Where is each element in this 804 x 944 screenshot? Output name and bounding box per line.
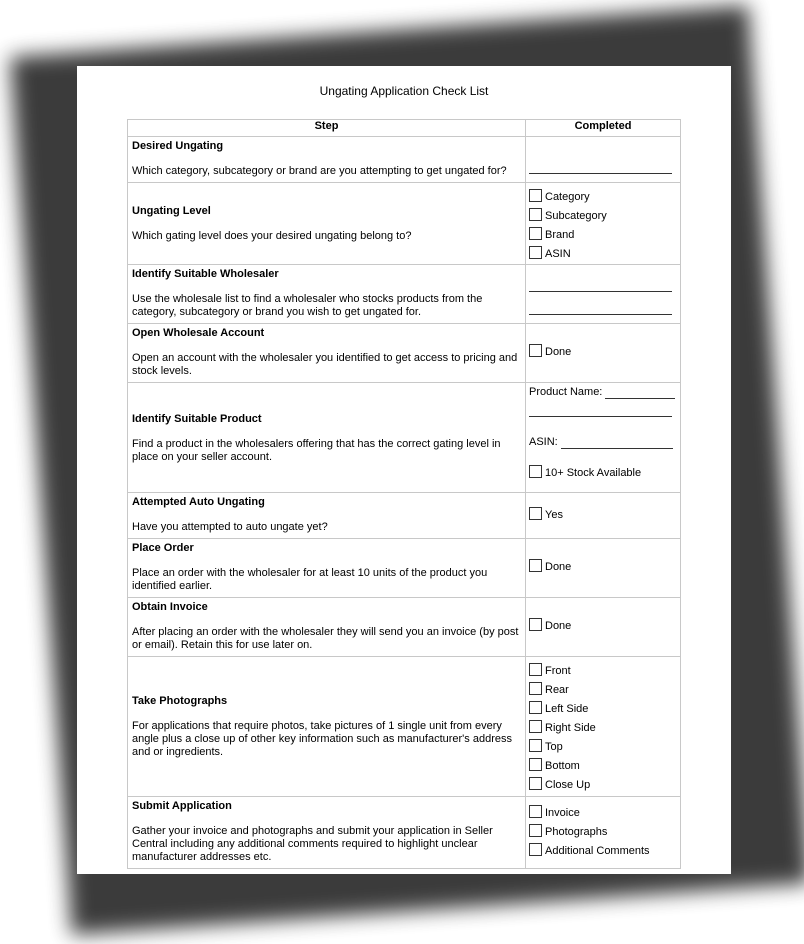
step-description: For applications that require photos, take pictures of 1 single unit from every angle plus a close up of other key information such as manufacturer's address and or ingredients. xyxy=(132,720,512,758)
checkbox[interactable] xyxy=(529,758,542,771)
step-cell xyxy=(128,183,526,265)
checkbox-option[interactable] xyxy=(529,659,678,678)
checkbox-option[interactable] xyxy=(529,555,678,574)
checkbox-option[interactable] xyxy=(529,614,678,633)
checkbox[interactable] xyxy=(529,465,542,478)
checkbox[interactable] xyxy=(529,805,542,818)
answer-line[interactable] xyxy=(529,172,672,174)
completed-cell xyxy=(526,383,681,493)
checkbox[interactable] xyxy=(529,843,542,856)
completed-cell xyxy=(526,598,681,657)
option-label: Done xyxy=(545,346,572,358)
checkbox-option[interactable] xyxy=(529,820,678,839)
document-page xyxy=(77,66,731,874)
table-row xyxy=(128,539,681,598)
step-title: Identify Suitable Wholesaler xyxy=(132,268,279,280)
checkbox-option[interactable] xyxy=(529,801,678,820)
header-row xyxy=(128,120,681,137)
checkbox-option[interactable] xyxy=(529,754,678,773)
step-title: Ungating Level xyxy=(132,205,211,217)
step-description: Gather your invoice and photographs and submit your application in Seller Central including any additional comments required to highlight unclear manufacturer addresses etc. xyxy=(132,825,493,863)
checkbox-option[interactable] xyxy=(529,735,678,754)
option-label: Done xyxy=(545,620,572,632)
asin-field[interactable] xyxy=(529,436,678,449)
option-label: Left Side xyxy=(545,703,589,715)
checkbox-option[interactable] xyxy=(529,204,678,223)
option-label: 10+ Stock Available xyxy=(545,467,642,479)
step-description: Have you attempted to auto ungate yet? xyxy=(132,521,328,533)
table-row xyxy=(128,383,681,493)
step-cell xyxy=(128,137,526,183)
checkbox-option[interactable] xyxy=(529,503,678,522)
step-title: Place Order xyxy=(132,542,194,554)
table-row xyxy=(128,183,681,265)
checkbox[interactable] xyxy=(529,739,542,752)
step-cell xyxy=(128,383,526,493)
table-row xyxy=(128,493,681,539)
table-row xyxy=(128,137,681,183)
checkbox[interactable] xyxy=(529,227,542,240)
product-name-field[interactable] xyxy=(529,386,678,399)
product-name-label: Product Name: xyxy=(529,386,603,398)
completed-cell xyxy=(526,183,681,265)
step-title: Obtain Invoice xyxy=(132,601,208,613)
checkbox-option[interactable] xyxy=(529,223,678,242)
checkbox[interactable] xyxy=(529,344,542,357)
answer-line[interactable] xyxy=(529,415,672,417)
checkbox[interactable] xyxy=(529,189,542,202)
step-title: Attempted Auto Ungating xyxy=(132,496,265,508)
completed-cell xyxy=(526,797,681,869)
checkbox[interactable] xyxy=(529,507,542,520)
option-label: Brand xyxy=(545,229,575,241)
checkbox[interactable] xyxy=(529,824,542,837)
option-label: Front xyxy=(545,665,571,677)
option-label: Rear xyxy=(545,684,569,696)
option-label: Done xyxy=(545,561,572,573)
checklist-table xyxy=(127,119,681,869)
completed-cell xyxy=(526,324,681,383)
step-cell xyxy=(128,657,526,797)
completed-cell xyxy=(526,137,681,183)
asin-label: ASIN: xyxy=(529,436,558,448)
asin-line[interactable] xyxy=(561,438,673,449)
table-row xyxy=(128,324,681,383)
table-row xyxy=(128,657,681,797)
completed-cell xyxy=(526,539,681,598)
checkbox[interactable] xyxy=(529,701,542,714)
checkbox-option[interactable] xyxy=(529,242,678,261)
option-label: Category xyxy=(545,191,590,203)
checkbox[interactable] xyxy=(529,663,542,676)
step-description: Which gating level does your desired ungating belong to? xyxy=(132,230,412,242)
option-label: Photographs xyxy=(545,826,608,838)
step-description: Use the wholesale list to find a wholesaler who stocks products from the category, subcategory or brand you wish to get ungated for. xyxy=(132,293,483,318)
step-description: After placing an order with the wholesaler they will send you an invoice (by post or email). Retain this for use later on. xyxy=(132,626,519,651)
option-label: Subcategory xyxy=(545,210,607,222)
completed-cell xyxy=(526,657,681,797)
answer-line[interactable] xyxy=(529,313,672,315)
step-cell xyxy=(128,598,526,657)
step-title: Take Photographs xyxy=(132,695,228,707)
step-description: Open an account with the wholesaler you identified to get access to pricing and stock levels. xyxy=(132,352,518,377)
checkbox-option[interactable] xyxy=(529,678,678,697)
table-row xyxy=(128,598,681,657)
answer-line[interactable] xyxy=(529,290,672,292)
completed-header: Completed xyxy=(526,120,681,137)
step-cell xyxy=(128,324,526,383)
step-description: Which category, subcategory or brand are you attempting to get ungated for? xyxy=(132,165,507,177)
checkbox-option[interactable] xyxy=(529,773,678,792)
step-title: Open Wholesale Account xyxy=(132,327,265,339)
document-title: Ungating Application Check List xyxy=(319,84,489,98)
checkbox[interactable] xyxy=(529,720,542,733)
option-label: Invoice xyxy=(545,807,580,819)
option-label: ASIN xyxy=(545,248,571,260)
table-row xyxy=(128,265,681,324)
checkbox-option[interactable] xyxy=(529,340,678,359)
option-label: Right Side xyxy=(545,722,596,734)
step-title: Submit Application xyxy=(132,800,232,812)
checkbox-option[interactable] xyxy=(529,697,678,716)
step-cell xyxy=(128,265,526,324)
option-label: Close Up xyxy=(545,779,591,791)
step-cell xyxy=(128,493,526,539)
checkbox[interactable] xyxy=(529,559,542,572)
checkbox[interactable] xyxy=(529,618,542,631)
checkbox-option[interactable] xyxy=(529,185,678,204)
checkbox[interactable] xyxy=(529,246,542,259)
checkbox-option[interactable] xyxy=(529,839,678,858)
product-name-line[interactable] xyxy=(605,388,675,399)
checkbox[interactable] xyxy=(529,682,542,695)
option-label: Top xyxy=(545,741,563,753)
checkbox-option[interactable] xyxy=(529,716,678,735)
table-row xyxy=(128,797,681,869)
step-title: Identify Suitable Product xyxy=(132,413,262,425)
checkbox[interactable] xyxy=(529,208,542,221)
checkbox[interactable] xyxy=(529,777,542,790)
option-label: Bottom xyxy=(545,760,580,772)
option-label: Additional Comments xyxy=(545,845,650,857)
step-cell xyxy=(128,797,526,869)
checkbox-option[interactable] xyxy=(529,461,678,480)
step-cell xyxy=(128,539,526,598)
step-title: Desired Ungating xyxy=(132,140,224,152)
completed-cell xyxy=(526,493,681,539)
completed-cell xyxy=(526,265,681,324)
step-description: Place an order with the wholesaler for at least 10 units of the product you identified earlier. xyxy=(132,567,488,592)
step-description: Find a product in the wholesalers offering that has the correct gating level in place on your seller account. xyxy=(132,438,501,463)
option-label: Yes xyxy=(545,509,563,521)
step-header: Step xyxy=(128,120,526,137)
